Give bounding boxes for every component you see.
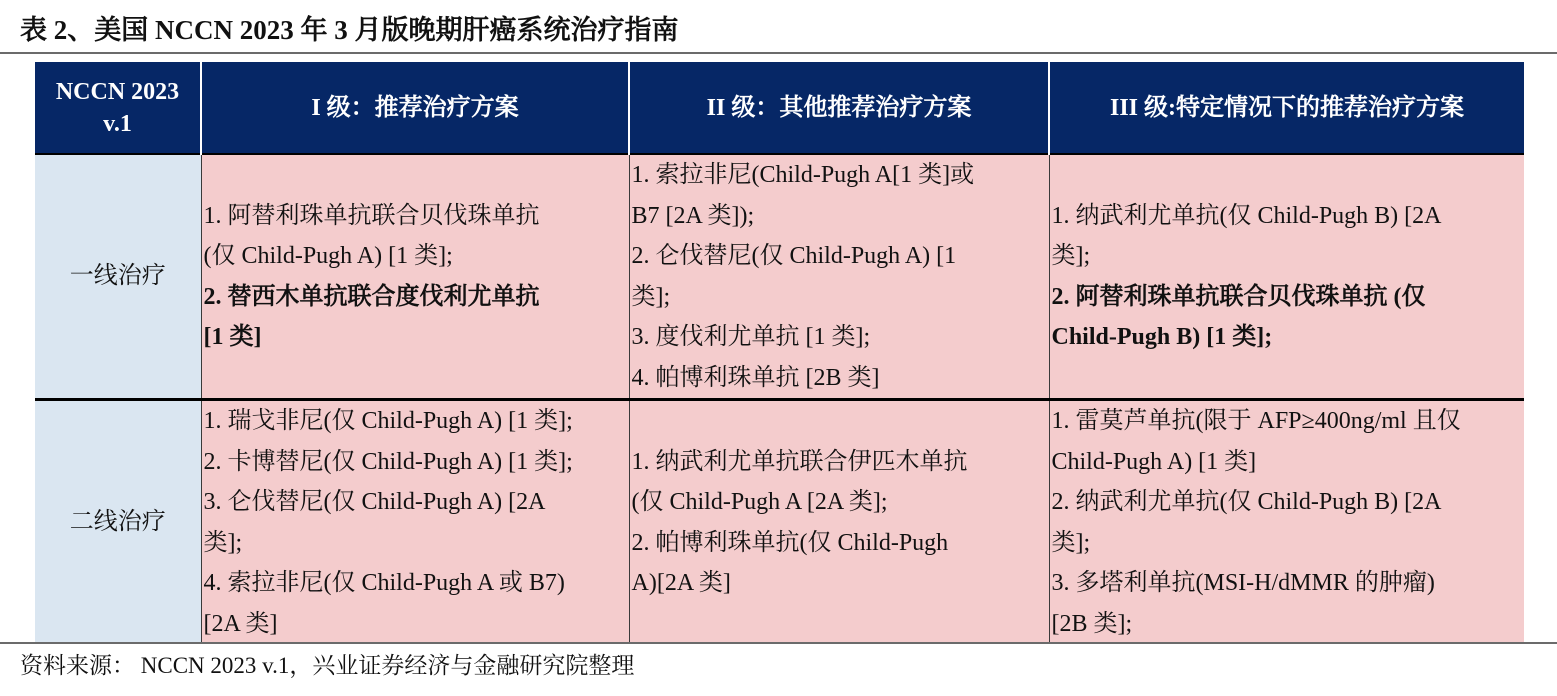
cell-line: 类]; [631,283,671,310]
cell-line: 类]; [203,529,243,556]
guideline-table [35,62,1524,644]
cell-line: 2. 替西木单抗联合度伐利尤单抗 [203,283,540,310]
header-level-2: II 级：其他推荐治疗方案 [629,62,1049,154]
first-line-level-2-cell [629,154,1049,400]
second-line-level-3-cell [1049,400,1524,645]
cell-line: 2. 阿替利珠单抗联合贝伐珠单抗 (仅 [1051,283,1426,310]
cell-line: [2A 类] [203,610,278,637]
cell-line: (仅 Child-Pugh A [2A 类]; [631,489,888,515]
bottom-rule [0,642,1557,644]
cell-line: 1. 纳武利尤单抗(仅 Child-Pugh B) [2A [1051,202,1442,229]
cell-line: 1. 阿替利珠单抗联合贝伐珠单抗 [203,202,540,229]
cell-line: Child-Pugh B) [1 类]; [1051,324,1273,350]
cell-line: 类]; [1051,529,1091,556]
source-note: 资料来源： NCCN 2023 v.1，兴业证券经济与金融研究院整理 [20,653,635,678]
row-label-second-line: 二线治疗 [35,400,201,645]
row-label-first-line: 一线治疗 [35,154,201,400]
cell-line: 3. 仑伐替尼(仅 Child-Pugh A) [2A [203,489,546,515]
cell-line: 2. 仑伐替尼(仅 Child-Pugh A) [1 [631,243,957,269]
cell-line: Child-Pugh A) [1 类] [1051,448,1257,475]
cell-line: B7 [2A 类]); [631,202,755,229]
header-row [35,62,1524,154]
cell-line: 4. 索拉非尼(仅 Child-Pugh A 或 B7) [203,570,565,596]
cell-line: 1. 索拉非尼(Child-Pugh A[1 类]或 [631,162,975,188]
cell-line: 1. 瑞戈非尼(仅 Child-Pugh A) [1 类]; [203,408,573,434]
header-corner-line: NCCN 2023 [55,78,180,105]
cell-line: 类]; [1051,243,1091,269]
cell-line: 1. 雷莫芦单抗(限于 AFP≥400ng/ml 且仅 [1051,408,1461,434]
cell-line: [1 类] [203,324,262,350]
cell-line: 1. 纳武利尤单抗联合伊匹木单抗 [631,448,968,475]
cell-line: A)[2A 类] [631,570,731,596]
header-level-3: III 级:特定情况下的推荐治疗方案 [1049,62,1524,154]
cell-line: [2B 类]; [1051,610,1133,637]
header-corner-line: v.1 [103,110,132,137]
header-level-1: I 级：推荐治疗方案 [201,62,629,154]
cell-line: 2. 帕博利珠单抗(仅 Child-Pugh [631,529,949,556]
top-rule [0,52,1557,54]
cell-line: (仅 Child-Pugh A) [1 类]; [203,243,453,269]
first-line-level-1-cell [201,154,629,400]
header-corner [35,62,201,154]
second-line-level-2-cell [629,400,1049,645]
cell-line: 2. 卡博替尼(仅 Child-Pugh A) [1 类]; [203,448,573,475]
cell-line: 3. 多塔利单抗(MSI-H/dMMR 的肿瘤) [1051,570,1435,596]
cell-line: 4. 帕博利珠单抗 [2B 类] [631,364,880,391]
table-row [35,400,1524,645]
second-line-level-1-cell [201,400,629,645]
cell-line: 3. 度伐利尤单抗 [1 类]; [631,324,871,350]
table-title: 表 2、美国 NCCN 2023 年 3 月版晚期肝癌系统治疗指南 [20,15,679,45]
first-line-level-3-cell [1049,154,1524,400]
table-row [35,154,1524,400]
cell-line: 2. 纳武利尤单抗(仅 Child-Pugh B) [2A [1051,489,1442,515]
